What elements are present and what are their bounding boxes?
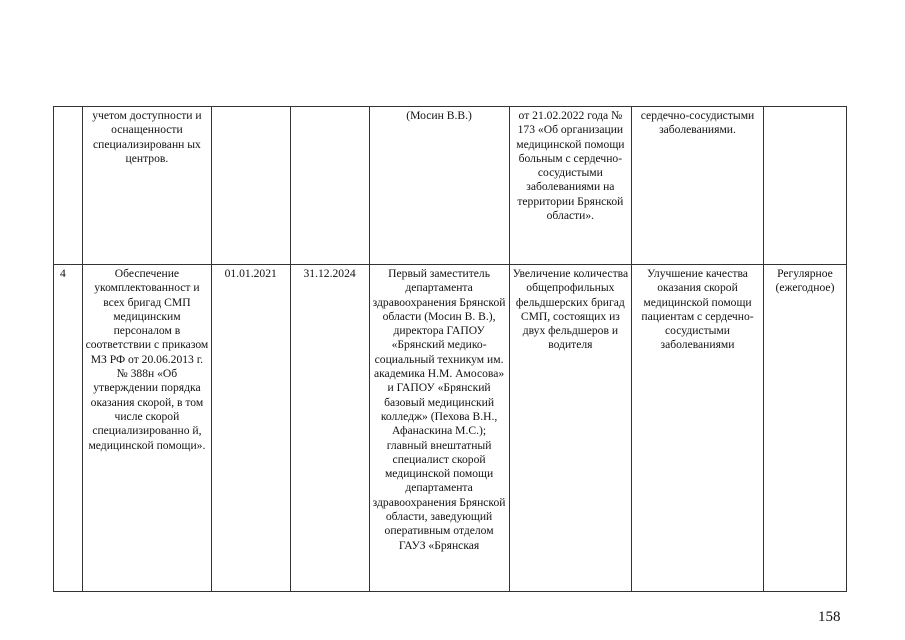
cell-start-date: 01.01.2021 <box>211 265 290 592</box>
document-table <box>53 106 847 592</box>
cell-result: Улучшение качества оказания скорой медицинской помощи пациентам с сердечно-сосудистыми заболеваниями <box>632 265 764 592</box>
cell-measure: Обеспечение укомплектованност и всех бригад СМП медицинским персоналом в соответствии с приказом МЗ РФ от 20.06.2013 г. № 388н «Об утверждении порядка оказания скорой, в том числе скорой специализированно й, медицинской помощи». <box>83 265 212 592</box>
cell-frequency <box>763 107 846 265</box>
cell-indicator: от 21.02.2022 года № 173 «Об организации медицинской помощи больным с сердечно-сосудистыми заболеваниями на территории Брянской области». <box>509 107 631 265</box>
cell-frequency: Регулярное (ежегодное) <box>763 265 846 592</box>
cell-measure: учетом доступности и оснащенности специализированн ых центров. <box>83 107 212 265</box>
cell-start-date <box>211 107 290 265</box>
cell-result: сердечно-сосудистыми заболеваниями. <box>632 107 764 265</box>
cell-indicator: Увеличение количества общепрофильных фельдшерских бригад СМП, состоящих из двух фельдшеров и водителя <box>509 265 631 592</box>
cell-number: 4 <box>54 265 83 592</box>
cell-number <box>54 107 83 265</box>
cell-end-date <box>290 107 369 265</box>
page-number: 158 <box>818 609 841 625</box>
cell-end-date: 31.12.2024 <box>290 265 369 592</box>
table-row <box>54 107 847 265</box>
cell-responsible: (Мосин В.В.) <box>369 107 509 265</box>
table-row <box>54 265 847 592</box>
cell-responsible: Первый заместитель департамента здравоохранения Брянской области (Мосин В. В.), директора ГАПОУ «Брянский медико-социальный техникум им. академика Н.М. Амосова» и ГАПОУ «Брянский базовый медицинский колледж» (Пехова В.Н., Афанаскина М.С.); главный внештатный специалист скорой медицинской помощи департамента здравоохранения Брянской области, заведующий оперативным отделом ГАУЗ «Брянская <box>369 265 509 592</box>
